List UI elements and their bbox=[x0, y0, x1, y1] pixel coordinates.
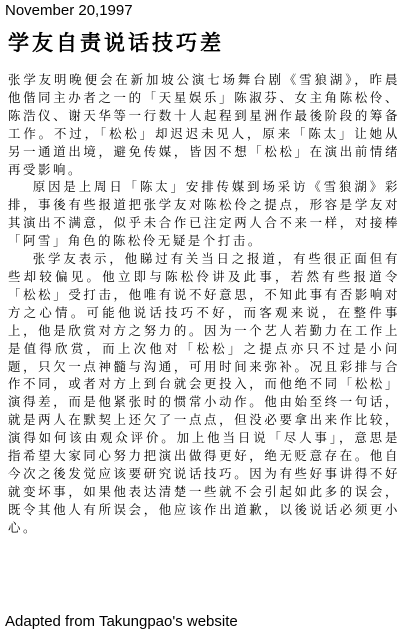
article-body bbox=[8, 71, 400, 537]
article-paragraph-3: 张学友表示，他睇过有关当日之报道，有些很正面但有些却较偏见。他立即与陈松伶讲及此事，若然有些报道令「松松」受打击，他唯有说不好意思，不知此事有否影响对方之心情。可能他说话技巧不好，而客观来说，在整件事上，他是欣赏对方之努力的。因为一个艺人若勤力在工作上是值得欣赏，而上次他对「松松」之提点亦只不过是小问题，只欠一点神髓与沟通，可用时间来弥补。况且彩排与合作不同，或者对方上到台就会更投入，而他绝不同「松松」演得差，而是他紧张时的惯常小动作。他由始至终一句话，就是两人在默契上还欠了一点点，但没必要拿出来作比较，演得如何该由观众评价。加上他当日说「尽人事」，意思是指希望大家同心努力把演出做得更好，绝无贬意存在。他自今次之後发觉应该要研究说话技巧。因为有些好事讲得不好就变坏事，如果他表达清楚一些就不会引起如此多的误会，既令其他人有所误会，他应该作出道歉，以後说话必须更小心。 bbox=[8, 251, 400, 535]
article-paragraph-1: 张学友明晚便会在新加坡公演七场舞台剧《雪狼湖》，昨晨他偕同主办者之一的「天星娱乐」陈淑芬、女主角陈松伶、陈浩仪、谢天华等一行数十人起程到星洲作最後阶段的筹备工作。不过，「松松」却迟迟未见人，原来「陈太」让她从另一通道出境，避免传媒，皆因不想「松松」在演出前情绪再受影响。 bbox=[8, 72, 400, 177]
source-credit: Adapted from Takungpao's website bbox=[5, 613, 238, 630]
article-date: November 20,1997 bbox=[5, 2, 133, 19]
article-title: 学友自责说话技巧差 bbox=[8, 30, 224, 55]
article-paragraph-2: 原因是上周日「陈太」安排传媒到场采访《雪狼湖》彩排，事後有些报道把张学友对陈松伶之提点，形容是学友对其演出不满意，似乎未合作已注定两人合不来一样，对接棒「阿雪」角色的陈松伶无疑是个打击。 bbox=[8, 179, 400, 249]
